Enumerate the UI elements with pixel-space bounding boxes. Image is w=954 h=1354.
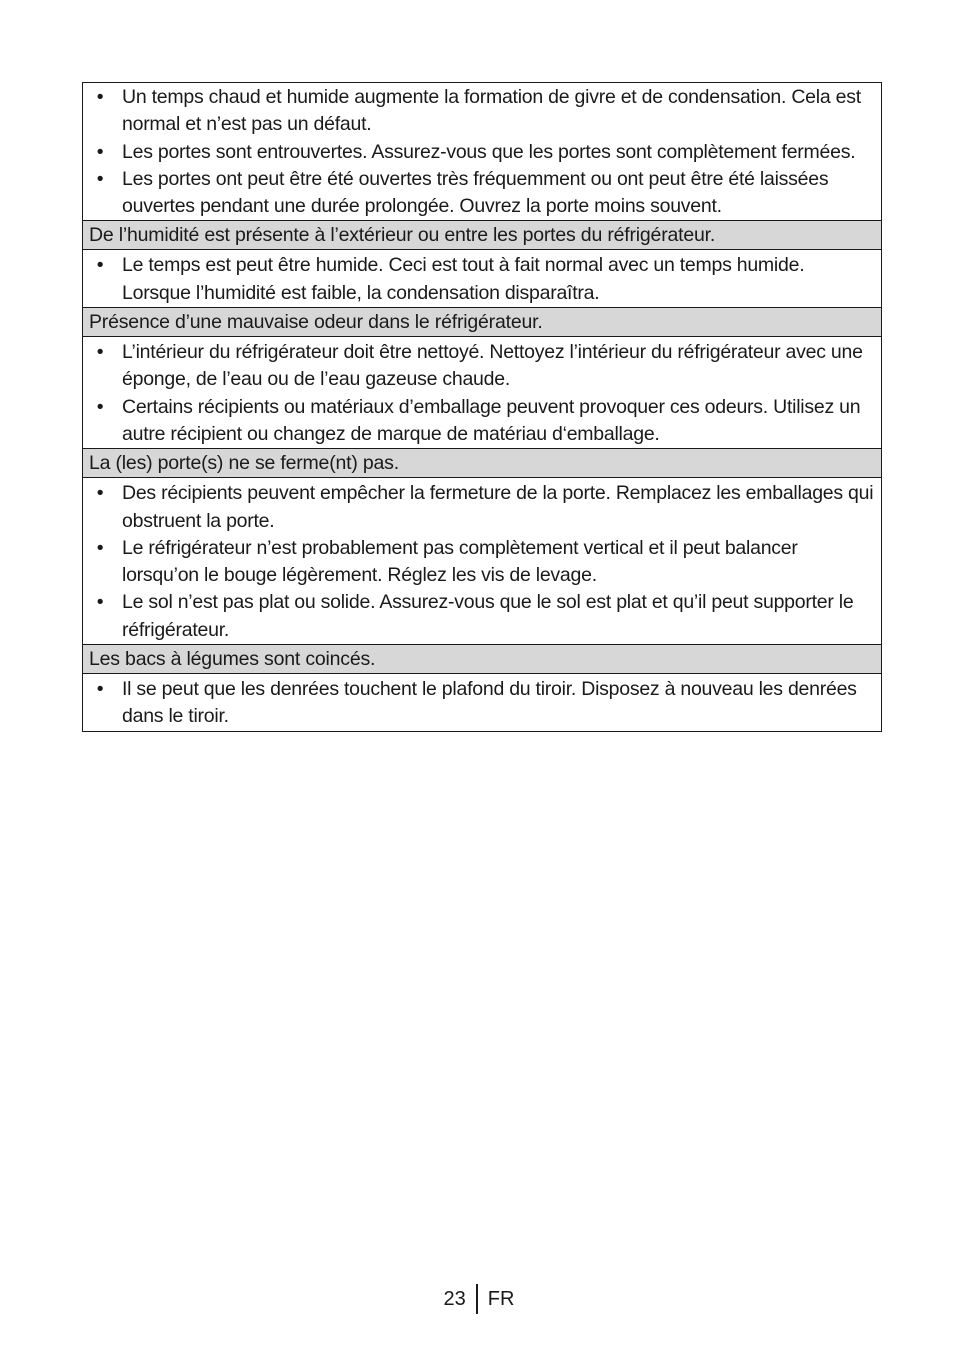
list-item-text: Des récipients peuvent empêcher la fermeture de la porte. Remplacez les emballages qui obstruent la porte. [122,482,874,532]
section-header: La (les) porte(s) ne se ferme(nt) pas. [83,448,881,478]
list-item [89,166,875,221]
troubleshooting-table [82,82,882,732]
bullet-list [89,252,875,307]
list-item [89,339,875,394]
list-item-text: L’intérieur du réfrigérateur doit être nettoyé. Nettoyez l’intérieur du réfrigérateur avec une éponge, de l’eau ou de l’eau gazeuse chaude. [122,341,863,391]
page-footer [0,1284,954,1314]
bullet-list [89,480,875,644]
bullet-icon: • [96,254,104,277]
language-code: FR [487,1287,515,1310]
list-item-text: Certains récipients ou matériaux d’emballage peuvent provoquer ces odeurs. Utilisez un autre récipient ou changez de marque de matériau d‘emballage. [122,395,861,445]
list-item-text: Il se peut que les denrées touchent le plafond du tiroir. Disposez à nouveau les denrées dans le tiroir. [122,678,857,728]
bullet-list [89,676,875,731]
bullet-icon: • [96,167,104,190]
bullet-icon: • [96,536,104,559]
bullet-list [89,84,875,220]
section-header: Les bacs à légumes sont coincés. [83,644,881,674]
bullet-list [89,339,875,448]
page-number: 23 [443,1287,466,1310]
list-item [89,535,875,590]
section-body [83,250,881,307]
section-header: De l’humidité est présente à l’extérieur ou entre les portes du réfrigérateur. [83,220,881,250]
section-header: Présence d’une mauvaise odeur dans le réfrigérateur. [83,307,881,337]
list-item [89,394,875,449]
list-item-text: Le temps est peut être humide. Ceci est tout à fait normal avec un temps humide. Lorsque l’humidité est faible, la condensation disparaîtra. [122,254,805,304]
section-body [83,337,881,448]
bullet-icon: • [96,482,104,505]
section-body [83,478,881,644]
bullet-icon: • [96,140,104,163]
footer-separator [476,1284,478,1314]
list-item [89,84,875,139]
list-item-text: Le sol n’est pas plat ou solide. Assurez-vous que le sol est plat et qu’il peut supporter le réfrigérateur. [122,591,854,641]
list-item-text: Les portes sont entrouvertes. Assurez-vous que les portes sont complètement fermées. [122,140,856,163]
bullet-icon: • [96,341,104,364]
list-item [89,676,875,731]
bullet-icon: • [96,591,104,614]
list-item [89,252,875,307]
list-item [89,589,875,644]
bullet-icon: • [96,678,104,701]
section-body [83,83,881,220]
list-item-text: Les portes ont peut être été ouvertes très fréquemment ou ont peut être été laissées ouvertes pendant une durée prolongée. Ouvrez la porte moins souvent. [122,167,829,218]
list-item [89,139,875,166]
list-item-text: Le réfrigérateur n’est probablement pas complètement vertical et il peut balancer lorsqu’on le bouge légèrement. Réglez les vis de levage. [122,536,798,587]
section-body [83,674,881,731]
list-item [89,480,875,535]
bullet-icon: • [96,395,104,418]
bullet-icon: • [96,86,104,108]
list-item-text: Un temps chaud et humide augmente la formation de givre et de condensation. Cela est normal et n’est pas un défaut. [122,86,861,136]
